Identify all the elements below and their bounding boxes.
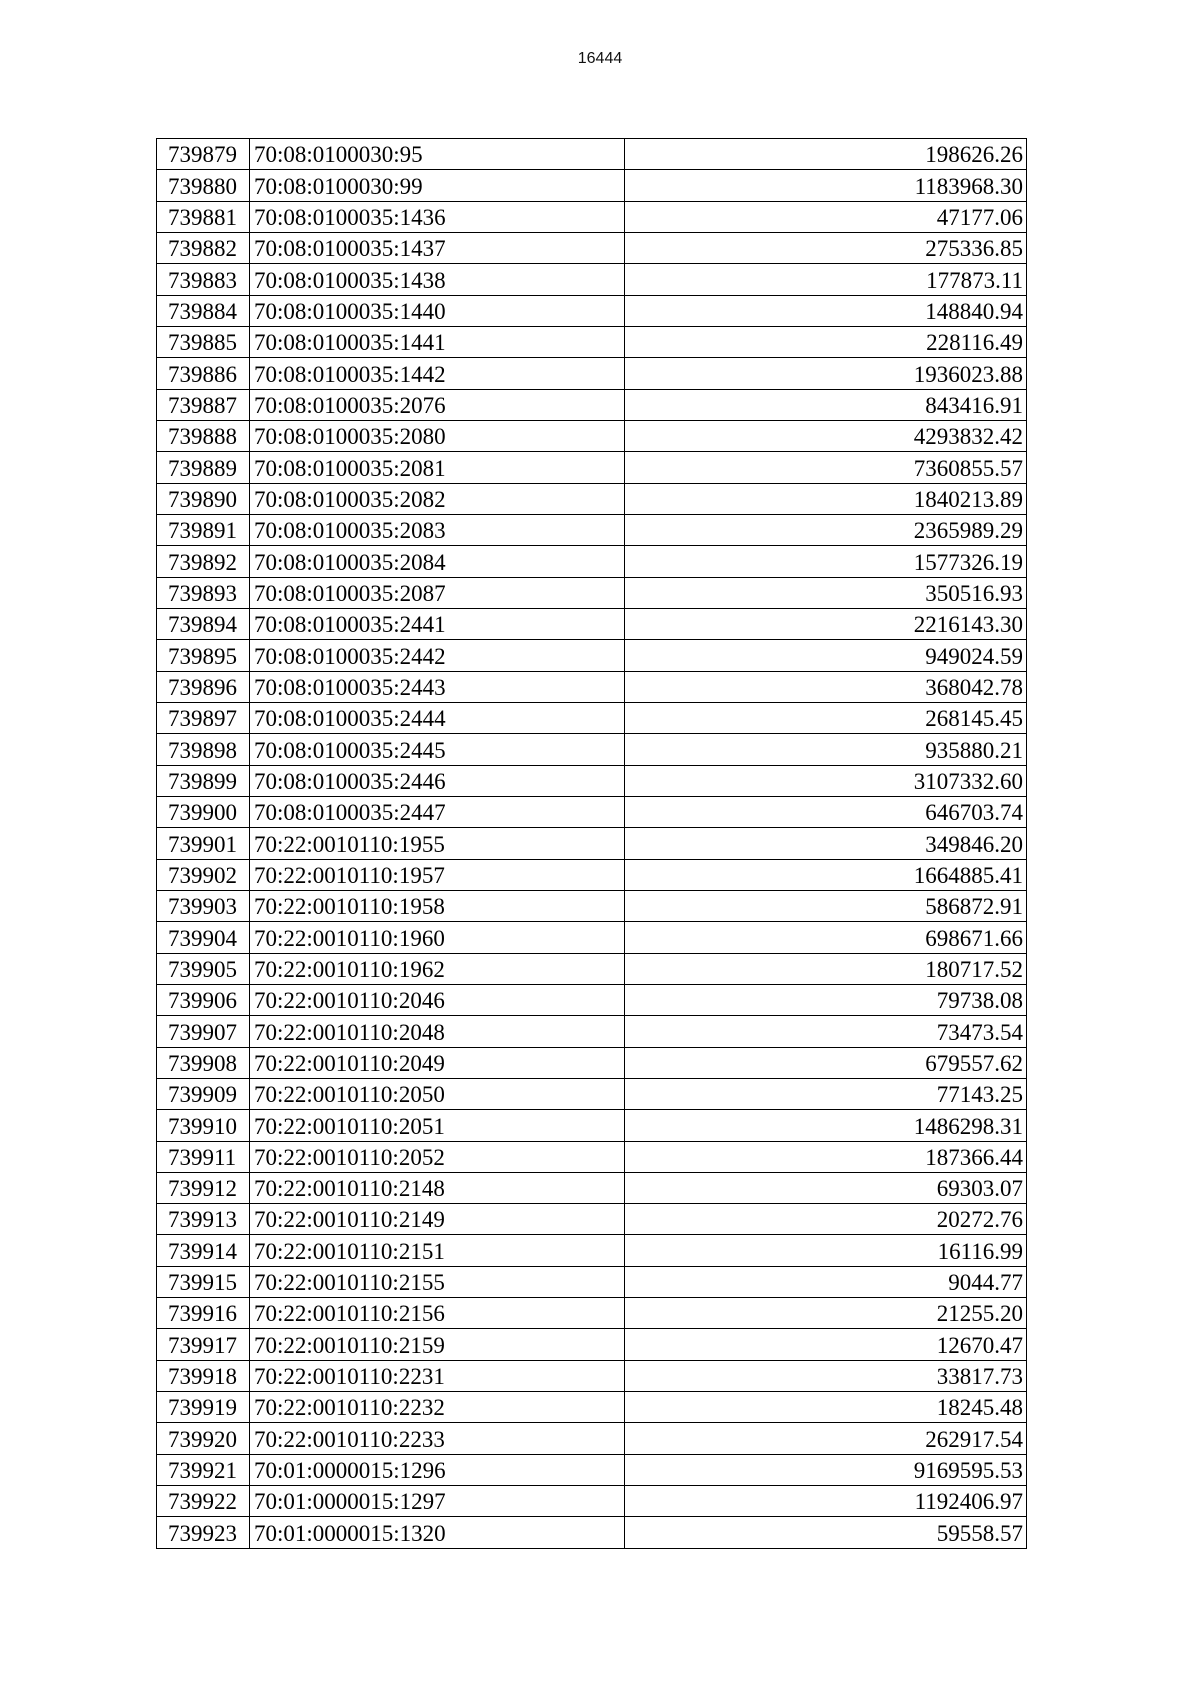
table-row <box>157 859 1027 890</box>
cadastral-number-cell: 70:08:0100030:99 <box>250 170 625 201</box>
row-number-cell: 739915 <box>157 1266 250 1297</box>
row-number-cell: 739886 <box>157 358 250 389</box>
value-cell: 33817.73 <box>625 1360 1027 1391</box>
cadastral-number-cell: 70:08:0100030:95 <box>250 139 625 170</box>
value-cell: 949024.59 <box>625 640 1027 671</box>
value-cell: 4293832.42 <box>625 420 1027 451</box>
cadastral-number-cell: 70:22:0010110:2231 <box>250 1360 625 1391</box>
table-row <box>157 514 1027 545</box>
table-row <box>157 890 1027 921</box>
row-number-cell: 739895 <box>157 640 250 671</box>
row-number-cell: 739904 <box>157 922 250 953</box>
row-number-cell: 739921 <box>157 1454 250 1485</box>
table-row <box>157 984 1027 1015</box>
value-cell: 187366.44 <box>625 1141 1027 1172</box>
value-cell: 18245.48 <box>625 1392 1027 1423</box>
value-cell: 21255.20 <box>625 1298 1027 1329</box>
value-cell: 275336.85 <box>625 232 1027 263</box>
table-row <box>157 170 1027 201</box>
cadastral-number-cell: 70:08:0100035:1441 <box>250 326 625 357</box>
cadastral-number-cell: 70:22:0010110:2148 <box>250 1172 625 1203</box>
cadastral-number-cell: 70:08:0100035:2443 <box>250 671 625 702</box>
cadastral-number-cell: 70:08:0100035:2441 <box>250 608 625 639</box>
table-row <box>157 1266 1027 1297</box>
table-row <box>157 389 1027 420</box>
page-number: 16444 <box>577 50 623 67</box>
row-number-cell: 739881 <box>157 201 250 232</box>
row-number-cell: 739890 <box>157 483 250 514</box>
value-cell: 646703.74 <box>625 796 1027 827</box>
cadastral-number-cell: 70:08:0100035:2080 <box>250 420 625 451</box>
cadastral-number-cell: 70:22:0010110:1957 <box>250 859 625 890</box>
value-cell: 268145.45 <box>625 702 1027 733</box>
row-number-cell: 739916 <box>157 1298 250 1329</box>
table-row <box>157 483 1027 514</box>
table-row <box>157 326 1027 357</box>
row-number-cell: 739897 <box>157 702 250 733</box>
row-number-cell: 739900 <box>157 796 250 827</box>
value-cell: 47177.06 <box>625 201 1027 232</box>
cadastral-number-cell: 70:08:0100035:2444 <box>250 702 625 733</box>
cadastral-number-cell: 70:22:0010110:2051 <box>250 1110 625 1141</box>
cadastral-number-cell: 70:08:0100035:2447 <box>250 796 625 827</box>
table-row <box>157 702 1027 733</box>
table-row <box>157 796 1027 827</box>
value-cell: 350516.93 <box>625 577 1027 608</box>
row-number-cell: 739910 <box>157 1110 250 1141</box>
cadastral-number-cell: 70:22:0010110:2048 <box>250 1016 625 1047</box>
table-row <box>157 264 1027 295</box>
value-cell: 12670.47 <box>625 1329 1027 1360</box>
table-row <box>157 953 1027 984</box>
cadastral-number-cell: 70:22:0010110:2052 <box>250 1141 625 1172</box>
value-cell: 349846.20 <box>625 828 1027 859</box>
table-row <box>157 420 1027 451</box>
table-row <box>157 608 1027 639</box>
value-cell: 228116.49 <box>625 326 1027 357</box>
cadastral-number-cell: 70:22:0010110:2232 <box>250 1392 625 1423</box>
data-table <box>156 138 1027 1549</box>
value-cell: 1936023.88 <box>625 358 1027 389</box>
table-row <box>157 1517 1027 1548</box>
value-cell: 20272.76 <box>625 1204 1027 1235</box>
table-row <box>157 1047 1027 1078</box>
cadastral-number-cell: 70:22:0010110:2156 <box>250 1298 625 1329</box>
table-row <box>157 452 1027 483</box>
table-row <box>157 139 1027 170</box>
cadastral-number-cell: 70:22:0010110:2159 <box>250 1329 625 1360</box>
table-row <box>157 671 1027 702</box>
row-number-cell: 739880 <box>157 170 250 201</box>
row-number-cell: 739896 <box>157 671 250 702</box>
row-number-cell: 739879 <box>157 139 250 170</box>
row-number-cell: 739912 <box>157 1172 250 1203</box>
value-cell: 9044.77 <box>625 1266 1027 1297</box>
value-cell: 1840213.89 <box>625 483 1027 514</box>
table-row <box>157 1016 1027 1047</box>
row-number-cell: 739901 <box>157 828 250 859</box>
row-number-cell: 739919 <box>157 1392 250 1423</box>
value-cell: 1486298.31 <box>625 1110 1027 1141</box>
table-row <box>157 734 1027 765</box>
cadastral-number-cell: 70:08:0100035:1437 <box>250 232 625 263</box>
table-row <box>157 828 1027 859</box>
table-row <box>157 358 1027 389</box>
cadastral-number-cell: 70:08:0100035:2084 <box>250 546 625 577</box>
row-number-cell: 739906 <box>157 984 250 1015</box>
row-number-cell: 739898 <box>157 734 250 765</box>
row-number-cell: 739893 <box>157 577 250 608</box>
table-row <box>157 1329 1027 1360</box>
table-body <box>157 139 1027 1549</box>
row-number-cell: 739923 <box>157 1517 250 1548</box>
value-cell: 177873.11 <box>625 264 1027 295</box>
cadastral-number-cell: 70:08:0100035:2083 <box>250 514 625 545</box>
table-row <box>157 765 1027 796</box>
value-cell: 586872.91 <box>625 890 1027 921</box>
table-row <box>157 1392 1027 1423</box>
cadastral-number-cell: 70:08:0100035:1438 <box>250 264 625 295</box>
cadastral-number-cell: 70:22:0010110:1962 <box>250 953 625 984</box>
cadastral-number-cell: 70:08:0100035:2081 <box>250 452 625 483</box>
cadastral-number-cell: 70:01:0000015:1296 <box>250 1454 625 1485</box>
row-number-cell: 739908 <box>157 1047 250 1078</box>
value-cell: 1664885.41 <box>625 859 1027 890</box>
value-cell: 2365989.29 <box>625 514 1027 545</box>
value-cell: 7360855.57 <box>625 452 1027 483</box>
value-cell: 59558.57 <box>625 1517 1027 1548</box>
cadastral-number-cell: 70:08:0100035:2076 <box>250 389 625 420</box>
row-number-cell: 739883 <box>157 264 250 295</box>
value-cell: 368042.78 <box>625 671 1027 702</box>
row-number-cell: 739909 <box>157 1078 250 1109</box>
cadastral-number-cell: 70:08:0100035:1436 <box>250 201 625 232</box>
table-row <box>157 1235 1027 1266</box>
cadastral-number-cell: 70:08:0100035:1442 <box>250 358 625 389</box>
cadastral-number-cell: 70:22:0010110:1958 <box>250 890 625 921</box>
row-number-cell: 739907 <box>157 1016 250 1047</box>
value-cell: 77143.25 <box>625 1078 1027 1109</box>
table-row <box>157 1423 1027 1454</box>
row-number-cell: 739884 <box>157 295 250 326</box>
value-cell: 9169595.53 <box>625 1454 1027 1485</box>
value-cell: 843416.91 <box>625 389 1027 420</box>
value-cell: 73473.54 <box>625 1016 1027 1047</box>
row-number-cell: 739891 <box>157 514 250 545</box>
table-row <box>157 1078 1027 1109</box>
table-row <box>157 201 1027 232</box>
table-row <box>157 577 1027 608</box>
row-number-cell: 739917 <box>157 1329 250 1360</box>
table-row <box>157 1172 1027 1203</box>
cadastral-number-cell: 70:08:0100035:2446 <box>250 765 625 796</box>
table-row <box>157 295 1027 326</box>
row-number-cell: 739888 <box>157 420 250 451</box>
table-row <box>157 1298 1027 1329</box>
row-number-cell: 739894 <box>157 608 250 639</box>
table-row <box>157 922 1027 953</box>
cadastral-number-cell: 70:22:0010110:2149 <box>250 1204 625 1235</box>
value-cell: 262917.54 <box>625 1423 1027 1454</box>
cadastral-number-cell: 70:08:0100035:2445 <box>250 734 625 765</box>
value-cell: 148840.94 <box>625 295 1027 326</box>
cadastral-number-cell: 70:22:0010110:2049 <box>250 1047 625 1078</box>
value-cell: 69303.07 <box>625 1172 1027 1203</box>
value-cell: 698671.66 <box>625 922 1027 953</box>
table-row <box>157 546 1027 577</box>
table-row <box>157 1486 1027 1517</box>
row-number-cell: 739905 <box>157 953 250 984</box>
table-row <box>157 232 1027 263</box>
value-cell: 198626.26 <box>625 139 1027 170</box>
cadastral-number-cell: 70:22:0010110:2046 <box>250 984 625 1015</box>
value-cell: 16116.99 <box>625 1235 1027 1266</box>
value-cell: 79738.08 <box>625 984 1027 1015</box>
value-cell: 1183968.30 <box>625 170 1027 201</box>
row-number-cell: 739899 <box>157 765 250 796</box>
row-number-cell: 739914 <box>157 1235 250 1266</box>
cadastral-number-cell: 70:08:0100035:1440 <box>250 295 625 326</box>
row-number-cell: 739885 <box>157 326 250 357</box>
value-cell: 3107332.60 <box>625 765 1027 796</box>
table-row <box>157 1204 1027 1235</box>
row-number-cell: 739892 <box>157 546 250 577</box>
cadastral-number-cell: 70:08:0100035:2442 <box>250 640 625 671</box>
cadastral-number-cell: 70:22:0010110:2050 <box>250 1078 625 1109</box>
value-cell: 1192406.97 <box>625 1486 1027 1517</box>
table-row <box>157 640 1027 671</box>
table-row <box>157 1110 1027 1141</box>
cadastral-number-cell: 70:22:0010110:2155 <box>250 1266 625 1297</box>
value-cell: 679557.62 <box>625 1047 1027 1078</box>
row-number-cell: 739911 <box>157 1141 250 1172</box>
row-number-cell: 739889 <box>157 452 250 483</box>
row-number-cell: 739882 <box>157 232 250 263</box>
row-number-cell: 739913 <box>157 1204 250 1235</box>
value-cell: 180717.52 <box>625 953 1027 984</box>
cadastral-number-cell: 70:22:0010110:1960 <box>250 922 625 953</box>
row-number-cell: 739903 <box>157 890 250 921</box>
cadastral-number-cell: 70:22:0010110:2233 <box>250 1423 625 1454</box>
row-number-cell: 739887 <box>157 389 250 420</box>
cadastral-number-cell: 70:08:0100035:2087 <box>250 577 625 608</box>
cadastral-number-cell: 70:22:0010110:1955 <box>250 828 625 859</box>
value-cell: 935880.21 <box>625 734 1027 765</box>
table-row <box>157 1360 1027 1391</box>
row-number-cell: 739920 <box>157 1423 250 1454</box>
value-cell: 1577326.19 <box>625 546 1027 577</box>
table-row <box>157 1454 1027 1485</box>
value-cell: 2216143.30 <box>625 608 1027 639</box>
cadastral-number-cell: 70:01:0000015:1297 <box>250 1486 625 1517</box>
cadastral-number-cell: 70:22:0010110:2151 <box>250 1235 625 1266</box>
table-row <box>157 1141 1027 1172</box>
row-number-cell: 739922 <box>157 1486 250 1517</box>
cadastral-number-cell: 70:08:0100035:2082 <box>250 483 625 514</box>
row-number-cell: 739918 <box>157 1360 250 1391</box>
cadastral-number-cell: 70:01:0000015:1320 <box>250 1517 625 1548</box>
row-number-cell: 739902 <box>157 859 250 890</box>
